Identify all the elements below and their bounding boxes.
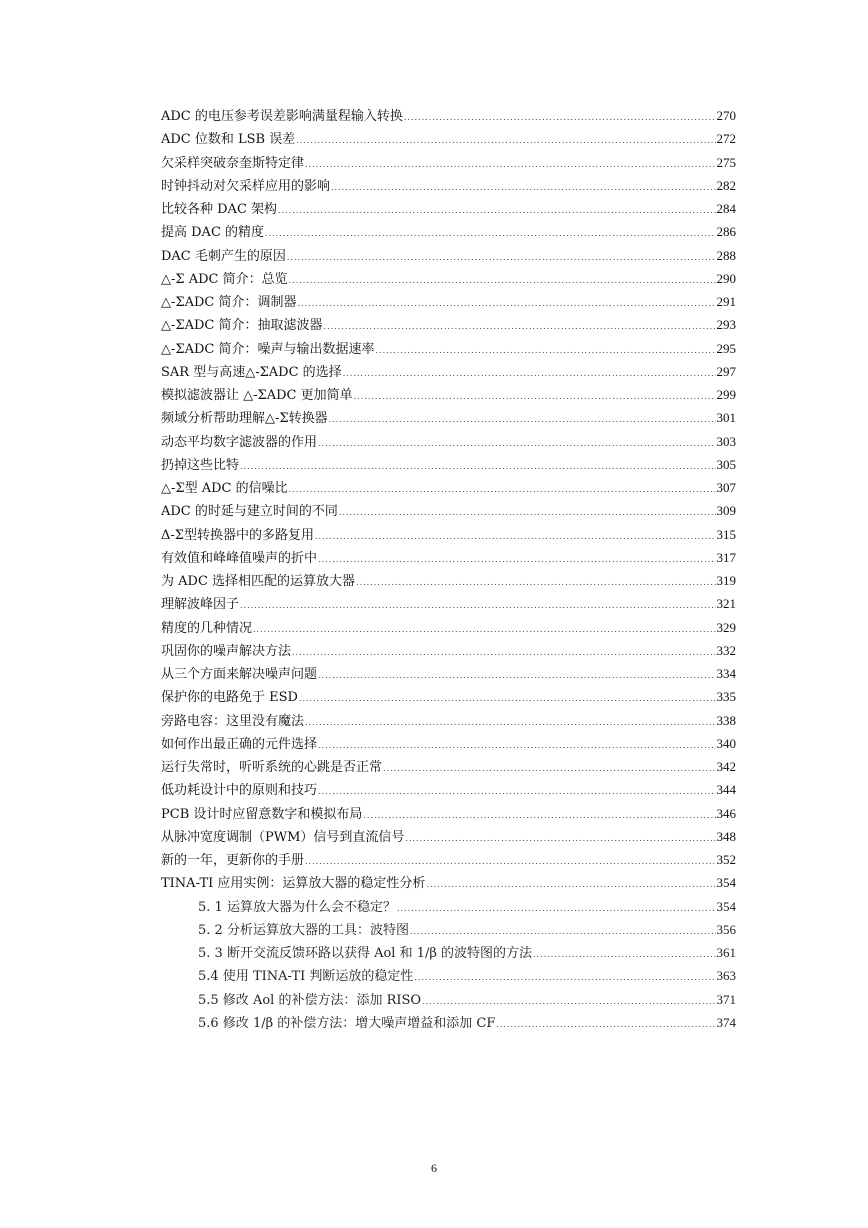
toc-entry-page: 307 (716, 480, 736, 495)
leader-dots (383, 757, 715, 780)
toc-entry[interactable] (161, 871, 736, 894)
toc-entry-page: 295 (716, 340, 736, 356)
leader-dots (289, 269, 716, 292)
leader-dots (315, 525, 716, 548)
leader-dots (292, 641, 715, 664)
toc-entry-title: Δ-Σ型转换器中的多路复用 (161, 527, 314, 543)
leader-dots (240, 455, 715, 478)
toc-subentry-title: 5. 3 断开交流反馈环路以获得 Aol 和 1/β 的波特图的方法 (198, 946, 533, 961)
toc-entry[interactable] (161, 290, 736, 313)
toc-subentry-title: 5.5 修改 Aol 的补偿方法：添加 RISO (198, 992, 422, 1008)
leader-dots (305, 711, 715, 734)
toc-entry[interactable] (161, 639, 736, 662)
toc-entry[interactable] (161, 778, 736, 801)
toc-entry[interactable] (161, 802, 736, 825)
leader-dots (331, 176, 715, 199)
toc-entry[interactable] (161, 546, 736, 569)
toc-subentry[interactable] (161, 988, 736, 1011)
table-of-contents (161, 104, 736, 1034)
leader-dots (287, 246, 716, 269)
toc-entry-title: 低功耗设计中的原则和技巧 (161, 783, 318, 799)
leader-dots (318, 664, 715, 687)
toc-entry-page: 354 (716, 875, 736, 891)
leader-dots (422, 990, 715, 1013)
toc-subentry-title: 5.4 使用 TINA-TI 判断运放的稳定性 (198, 969, 414, 985)
toc-entry-page: 348 (716, 828, 736, 844)
toc-entry-page: 297 (716, 363, 736, 379)
toc-entry-page: 340 (716, 735, 736, 751)
toc-subentry-page: 374 (716, 1014, 736, 1030)
leader-dots (339, 501, 716, 524)
toc-entry[interactable] (161, 453, 736, 476)
leader-dots (426, 873, 715, 896)
leader-dots (354, 385, 716, 408)
toc-entry-title: TINA-TI 应用实例：运算放大器的稳定性分析 (161, 876, 426, 892)
toc-entry[interactable] (161, 476, 736, 499)
toc-entry-page: 303 (716, 433, 736, 449)
leader-dots (240, 594, 715, 617)
leader-dots (356, 571, 715, 594)
toc-entry-page: 317 (716, 549, 736, 565)
leader-dots (305, 850, 715, 873)
toc-entry-page: 352 (716, 852, 736, 867)
toc-entry-title: ADC 的时延与建立时间的不同 (161, 504, 338, 520)
leader-dots (410, 920, 716, 943)
toc-entry[interactable] (161, 244, 736, 267)
leader-dots (533, 943, 715, 966)
toc-entry-title: △-ΣADC 简介：调制器 (161, 295, 297, 310)
toc-subentry-title: 5.6 修改 1/β 的补偿方法：增大噪声增益和添加 CF (198, 1015, 496, 1031)
toc-entry-page: 335 (716, 689, 736, 705)
toc-entry-title: △-Σ型 ADC 的信噪比 (161, 481, 288, 496)
toc-entry-title: 比较各种 DAC 架构 (161, 202, 278, 217)
toc-subentry[interactable] (161, 895, 736, 918)
leader-dots (289, 478, 716, 501)
toc-entry[interactable] (161, 360, 736, 383)
toc-entry[interactable] (161, 267, 736, 290)
toc-entry-page: 342 (716, 759, 736, 774)
toc-subentry-page: 356 (716, 921, 736, 937)
toc-entry[interactable] (161, 220, 736, 243)
toc-entry-title: PCB 设计时应留意数字和模拟布局 (161, 806, 363, 822)
toc-entry[interactable] (161, 685, 736, 708)
toc-entry[interactable] (161, 662, 736, 685)
toc-entry-title: 旁路电容：这里没有魔法 (161, 713, 305, 729)
leader-dots (363, 804, 715, 827)
toc-entry[interactable] (161, 127, 736, 150)
leader-dots (253, 618, 715, 641)
toc-entry[interactable] (161, 104, 736, 127)
page-number: 6 (431, 1161, 437, 1175)
toc-entry-page: 286 (716, 224, 736, 240)
leader-dots (278, 199, 715, 222)
leader-dots (496, 1013, 715, 1036)
leader-dots (323, 315, 715, 338)
toc-entry[interactable] (161, 174, 736, 197)
toc-entry-page: 301 (716, 410, 736, 426)
toc-entry[interactable] (161, 709, 736, 732)
toc-entry-page: 305 (716, 456, 736, 472)
toc-entry[interactable] (161, 430, 736, 453)
toc-entry-title: 扔掉这些比特 (161, 457, 240, 473)
toc-entry-title: △-ΣADC 简介：噪声与输出数据速率 (161, 341, 375, 357)
toc-entry-title: △-Σ ADC 简介：总览 (161, 271, 288, 287)
toc-entry[interactable] (161, 197, 736, 220)
toc-entry-title: 保护你的电路免于 ESD (161, 690, 298, 706)
leader-dots (318, 548, 715, 571)
toc-entry[interactable] (161, 755, 736, 778)
toc-entry-title: 时钟抖动对欠采样应用的影响 (161, 178, 331, 194)
toc-entry-page: 344 (716, 782, 736, 798)
leader-dots (404, 106, 716, 129)
toc-entry-title: DAC 毛刺产生的原因 (161, 248, 286, 264)
toc-subentry-page: 371 (716, 991, 736, 1007)
toc-entry-title: ADC 的电压参考误差影响满量程输入转换 (161, 109, 403, 124)
leader-dots (397, 897, 716, 920)
toc-entry[interactable] (161, 825, 736, 848)
toc-entry-title: 提高 DAC 的精度 (161, 225, 265, 241)
toc-entry-page: 321 (716, 596, 736, 612)
toc-entry[interactable] (161, 406, 736, 429)
toc-entry[interactable] (161, 523, 736, 546)
toc-subentry-page: 354 (716, 898, 736, 914)
toc-entry-page: 332 (716, 642, 736, 658)
toc-entry-page: 315 (716, 526, 736, 542)
toc-entry-title: 模拟滤波器让 △-ΣADC 更加简单 (161, 388, 353, 403)
toc-entry-title: △-ΣADC 简介：抽取滤波器 (161, 318, 323, 334)
toc-entry-title: 有效值和峰峰值噪声的折中 (161, 550, 318, 566)
toc-entry[interactable] (161, 499, 736, 522)
toc-entry-title: ADC 位数和 LSB 误差 (161, 132, 296, 148)
leader-dots (414, 966, 715, 989)
toc-subentry[interactable] (161, 918, 736, 941)
toc-entry-page: 290 (716, 270, 736, 286)
toc-entry-page: 309 (716, 503, 736, 519)
toc-entry[interactable] (161, 592, 736, 615)
toc-entry[interactable] (161, 313, 736, 336)
toc-entry-page: 293 (716, 317, 736, 333)
toc-entry-page: 291 (716, 294, 736, 309)
toc-entry-title: 新的一年，更新你的手册 (161, 853, 305, 868)
leader-dots (305, 153, 715, 176)
toc-entry-title: 从脉冲宽度调制（PWM）信号到直流信号 (161, 829, 405, 845)
leader-dots (318, 780, 715, 803)
leader-dots (405, 827, 715, 850)
toc-entry-page: 282 (716, 177, 736, 193)
toc-entry-title: 如何作出最正确的元件选择 (161, 736, 318, 752)
toc-entry-page: 270 (716, 108, 736, 123)
toc-entry-page: 334 (716, 666, 736, 681)
leader-dots (318, 432, 715, 455)
toc-entry[interactable] (161, 616, 736, 639)
leader-dots (375, 339, 715, 362)
leader-dots (297, 292, 715, 315)
toc-entry-title: 精度的几种情况 (161, 620, 253, 636)
toc-entry-title: 理解波峰因子 (161, 597, 240, 613)
toc-entry-title: 从三个方面来解决噪声问题 (161, 667, 318, 682)
leader-dots (329, 408, 716, 431)
toc-entry-page: 284 (716, 201, 736, 216)
toc-entry-page: 288 (716, 247, 736, 263)
toc-entry[interactable] (161, 337, 736, 360)
toc-entry-title: 频域分析帮助理解△-Σ转换器 (161, 411, 328, 427)
leader-dots (296, 129, 715, 152)
toc-entry-page: 329 (716, 619, 736, 635)
leader-dots (343, 362, 716, 385)
toc-entry-title: 巩固你的噪声解决方法 (161, 643, 292, 659)
toc-entry-title: 动态平均数字滤波器的作用 (161, 434, 318, 450)
toc-entry-page: 346 (716, 805, 736, 821)
toc-entry-page: 319 (716, 573, 736, 588)
toc-subentry[interactable] (161, 1011, 736, 1034)
toc-entry[interactable] (161, 383, 736, 406)
toc-subentry-page: 361 (716, 945, 736, 960)
toc-entry-page: 272 (716, 131, 736, 147)
leader-dots (318, 734, 715, 757)
toc-entry-page: 338 (716, 712, 736, 728)
toc-entry-title: 运行失常时，听听系统的心跳是否正常 (161, 760, 383, 775)
toc-entry-title: 为 ADC 选择相匹配的运算放大器 (161, 574, 356, 589)
toc-subentry[interactable] (161, 964, 736, 987)
toc-entry-title: 欠采样突破奈奎斯特定律 (161, 155, 305, 171)
toc-subentry[interactable] (161, 941, 736, 964)
toc-entry-page: 299 (716, 387, 736, 402)
toc-entry[interactable] (161, 151, 736, 174)
toc-entry[interactable] (161, 848, 736, 871)
toc-entry-page: 275 (716, 154, 736, 170)
toc-subentry-title: 5. 1 运算放大器为什么会不稳定？ (198, 899, 396, 915)
toc-entry[interactable] (161, 732, 736, 755)
toc-entry-title: SAR 型与高速△-ΣADC 的选择 (161, 364, 342, 380)
leader-dots (265, 222, 715, 245)
toc-subentry-title: 5. 2 分析运算放大器的工具：波特图 (198, 922, 409, 938)
leader-dots (299, 687, 716, 710)
toc-subentry-page: 363 (716, 968, 736, 984)
toc-entry[interactable] (161, 569, 736, 592)
